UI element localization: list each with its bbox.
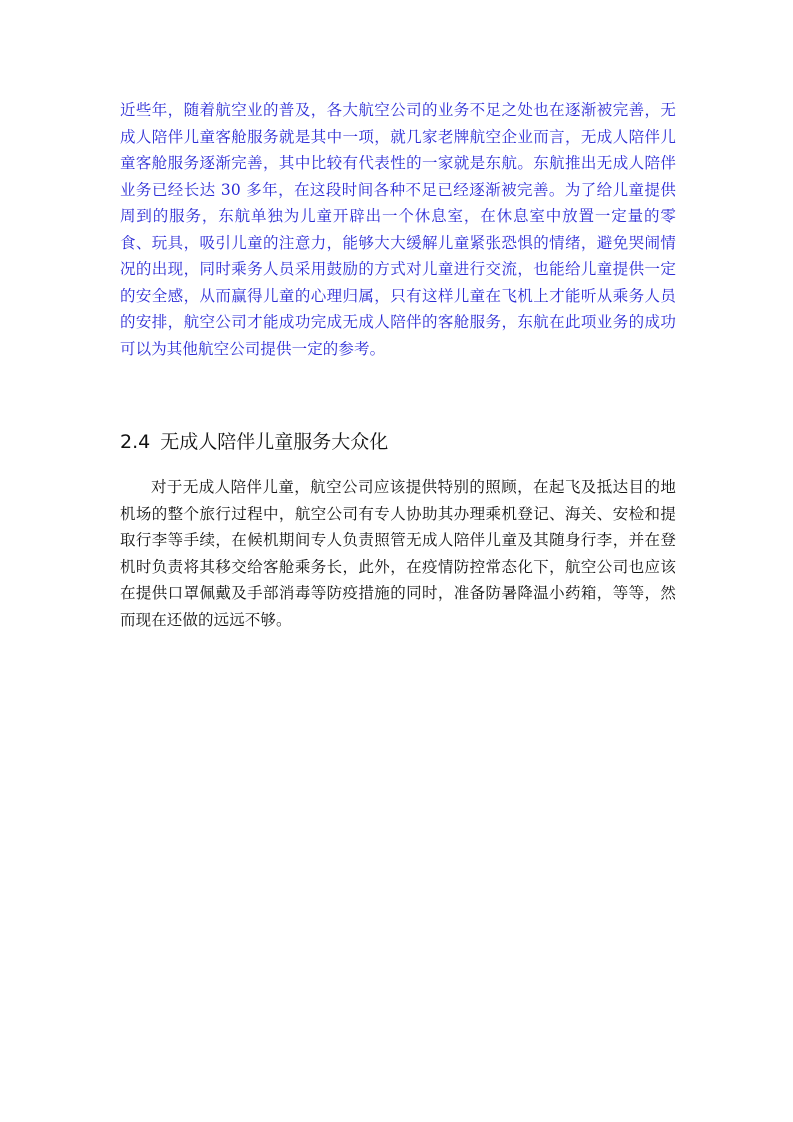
section-number: 2.4 bbox=[120, 431, 151, 453]
section-title: 无成人陪伴儿童服务大众化 bbox=[160, 431, 389, 453]
section-heading bbox=[120, 428, 388, 456]
section-paragraph: 对于无成人陪伴儿童，航空公司应该提供特别的照顾，在起飞及抵达目的地机场的整个旅行过程中，航空公司有专人协助其办理乘机登记、海关、安检和提取行李等手续，在候机期间专人负责照管无成人陪伴儿童及其随身行李，并在登机时负责将其移交给客舱乘务长，此外，在疫情防控常态化下，航空公司也应该在提供口罩佩戴及手部消毒等防疫措施的同时，准备防暑降温小药箱，等等，然而现在还做的远远不够。 bbox=[120, 478, 676, 629]
intro-paragraph: 近些年，随着航空业的普及，各大航空公司的业务不足之处也在逐渐被完善，无成人陪伴儿童客舱服务就是其中一项，就几家老牌航空企业而言，无成人陪伴儿童客舱服务逐渐完善，其中比较有代表性的一家就是东航。东航推出无成人陪伴业务已经长达 30 多年，在这段时间各种不足已经逐渐被完善。为了给儿童提供周到的服务，东航单独为儿童开辟出一个休息室，在休息室中放置一定量的零食、玩具，吸引儿童的注意力，能够大大缓解儿童紧张恐惧的情绪，避免哭闹情况的出现，同时乘务人员采用鼓励的方式对儿童进行交流，也能给儿童提供一定的安全感，从而赢得儿童的心理归属，只有这样儿童在飞机上才能听从乘务人员的安排，航空公司才能成功完成无成人陪伴的客舱服务，东航在此项业务的成功可以为其他航空公司提供一定的参考。 bbox=[120, 101, 676, 358]
